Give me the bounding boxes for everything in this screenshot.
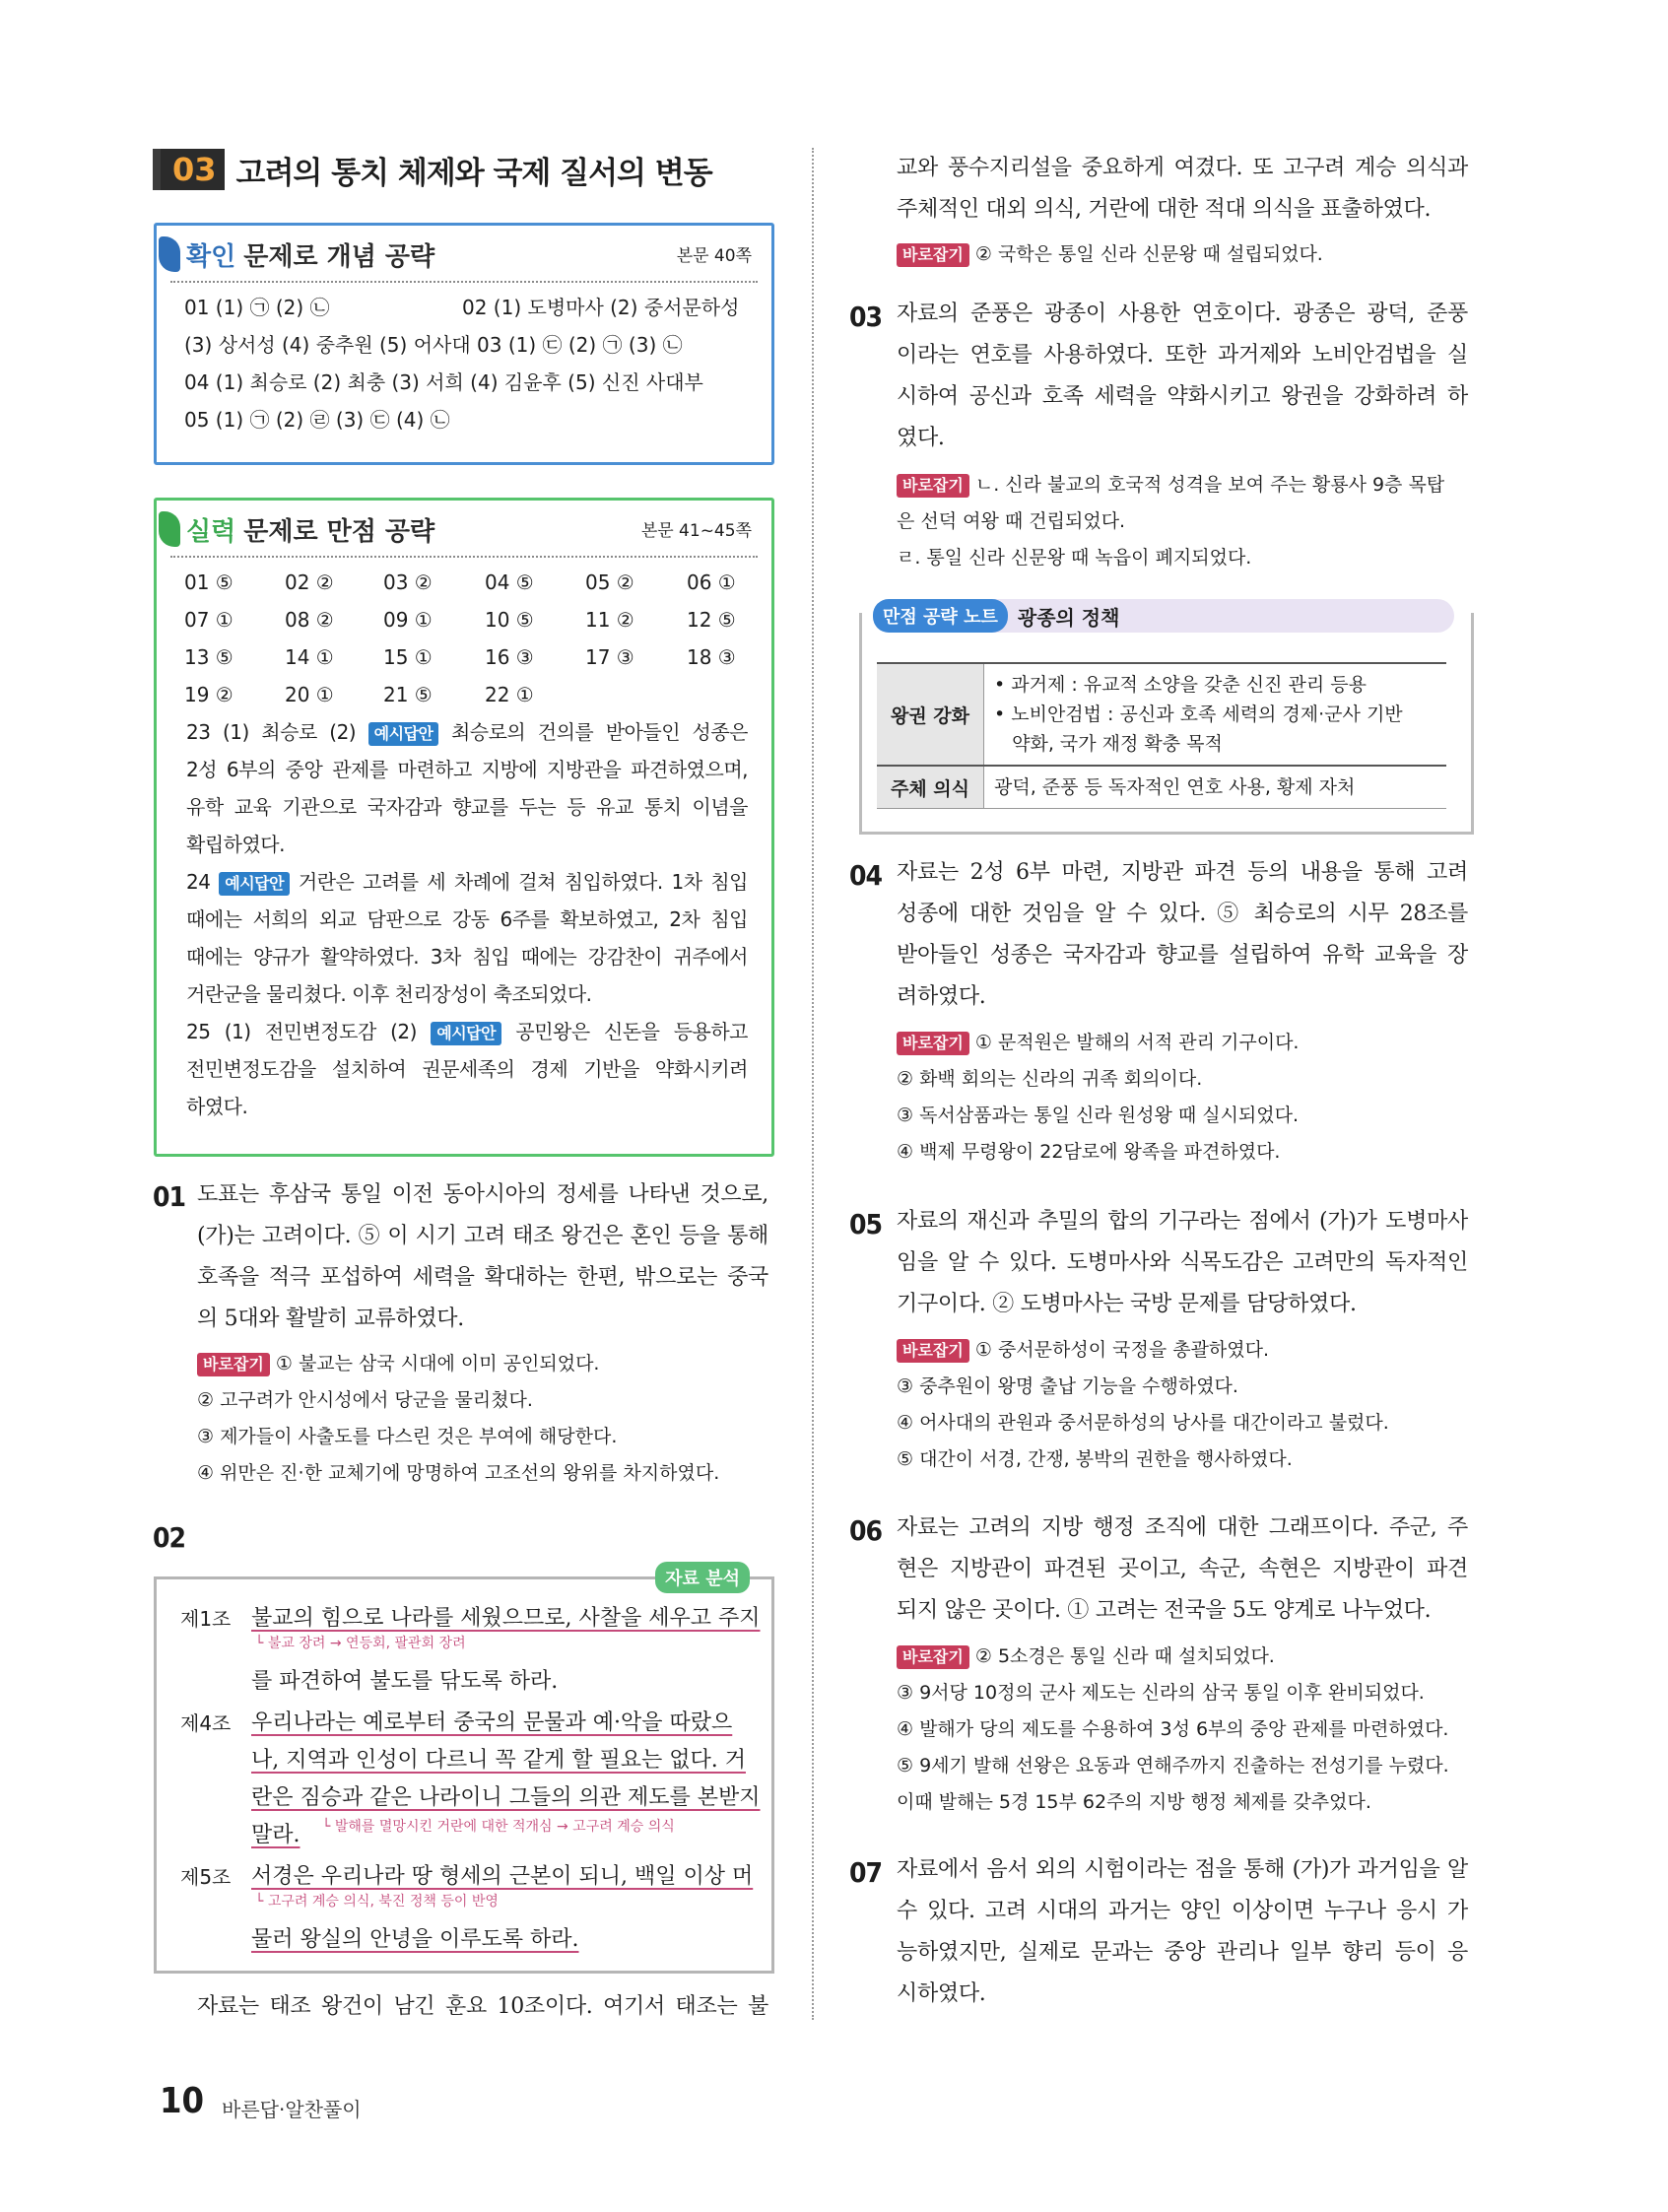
explanation-line: 자료는 태조 왕건이 남긴 훈요 10조이다. 여기서 태조는 불 bbox=[197, 1994, 768, 2019]
explanation-line: 였다. bbox=[897, 426, 945, 450]
fix-text: ① 불교는 삼국 시대에 이미 공인되었다. bbox=[275, 1353, 600, 1374]
answer-cell: 07 ① bbox=[184, 608, 234, 632]
box-header bbox=[157, 232, 434, 277]
answer-cell: 20 ① bbox=[285, 683, 334, 706]
source-analysis-tag: 자료 분석 bbox=[655, 1562, 750, 1593]
fix-line: 이때 발해는 5경 15부 62주의 지방 행정 체제를 갖추었다. bbox=[897, 1791, 1371, 1813]
fix-line bbox=[197, 1346, 599, 1382]
fix-text: ② 5소경은 통일 신라 때 설치되었다. bbox=[974, 1645, 1275, 1667]
box-keyword: 확인 bbox=[186, 241, 236, 272]
answer-cell: 21 ⑤ bbox=[383, 683, 433, 706]
explanation-line: 받아들인 성종은 국자감과 향교를 설립하여 유학 교육을 장 bbox=[897, 943, 1468, 968]
leaf-icon bbox=[159, 236, 180, 272]
table-row bbox=[877, 663, 1446, 766]
explanation-line: 호족을 적극 포섭하여 세력을 확대하는 한편, 밖으로는 중국 bbox=[197, 1265, 768, 1290]
question-number: 06 bbox=[849, 1514, 883, 1547]
fix-text: ① 문적원은 발해의 서적 관리 기구이다. bbox=[974, 1032, 1300, 1053]
fix-line: ④ 백제 무령왕이 22담로에 왕족을 파견하였다. bbox=[897, 1141, 1281, 1163]
question-number: 05 bbox=[849, 1208, 883, 1240]
page-number: 10 bbox=[160, 2081, 205, 2121]
page-reference: 본문 41~45쪽 bbox=[640, 521, 752, 541]
fix-line: ㄹ. 통일 신라 신문왕 때 녹읍이 폐지되었다. bbox=[897, 547, 1252, 569]
article-label: 제1조 bbox=[180, 1607, 232, 1631]
article-text: 나, 지역과 인성이 다르니 꼭 같게 할 필요는 없다. 거 bbox=[251, 1748, 746, 1773]
section-title bbox=[153, 148, 712, 191]
answer-23-line: 유학 교육 기관으로 국자감과 향교를 두는 등 유교 통치 이념을 bbox=[186, 795, 748, 819]
answer-25-short: 25 (1) 전민변정도감 (2) bbox=[186, 1020, 432, 1043]
section-number: 03 bbox=[153, 149, 225, 190]
fix-line: ⑤ 대간이 서경, 간쟁, 봉박의 권한을 행사하였다. bbox=[897, 1448, 1293, 1470]
question-number: 07 bbox=[849, 1856, 883, 1889]
answer-24-line: 때에는 양규가 활약하였다. 3차 침입 때에는 강감찬이 귀주에서 bbox=[186, 945, 748, 969]
answer-cell: 04 ⑤ bbox=[485, 570, 534, 594]
answer-24-number: 24 bbox=[186, 870, 220, 894]
answer-line: 01 (1) ㉠ (2) ㉡ bbox=[184, 296, 330, 319]
fix-line: ③ 제가들이 사출도를 다스린 것은 부여에 해당한다. bbox=[197, 1426, 618, 1447]
book-title: 바른답·알찬풀이 bbox=[222, 2098, 362, 2121]
table-row bbox=[877, 766, 1446, 809]
answer-23-line bbox=[186, 713, 748, 751]
article-text: 를 파견하여 불도를 닦도록 하라. bbox=[251, 1669, 559, 1694]
answer-23-text: 최승로의 건의를 받아들인 성종은 bbox=[438, 720, 748, 744]
fix-line: ④ 어사대의 관원과 중서문하성의 낭사를 대간이라고 불렀다. bbox=[897, 1412, 1389, 1434]
fix-line: ③ 독서삼품과는 통일 신라 원성왕 때 실시되었다. bbox=[897, 1105, 1300, 1126]
article-annotation: └ 발해를 멸망시킨 거란에 대한 적개심 → 고구려 계승 의식 bbox=[322, 1819, 675, 1835]
answer-cell: 13 ⑤ bbox=[184, 645, 234, 669]
answer-25-line bbox=[186, 1013, 748, 1050]
question-number: 01 bbox=[153, 1180, 186, 1213]
example-answer-tag: 예시답안 bbox=[368, 722, 439, 746]
answer-cell: 14 ① bbox=[285, 645, 334, 669]
answer-cell: 05 ② bbox=[585, 570, 634, 594]
fix-tag: 바로잡기 bbox=[897, 474, 969, 498]
answer-24-text: 거란은 고려를 세 차례에 걸쳐 침입하였다. 1차 침입 bbox=[290, 870, 749, 894]
fix-tag: 바로잡기 bbox=[897, 1339, 969, 1363]
box-keyword: 실력 bbox=[186, 516, 236, 547]
fix-line: ④ 발해가 당의 제도를 수용하여 3성 6부의 중앙 관제를 마련하였다. bbox=[897, 1718, 1449, 1740]
row-header: 주체 의식 bbox=[877, 766, 984, 809]
fix-tag: 바로잡기 bbox=[897, 1645, 969, 1669]
fix-line: ③ 9서당 10정의 군사 제도는 신라의 삼국 통일 이후 완비되었다. bbox=[897, 1682, 1425, 1704]
question-number: 04 bbox=[849, 859, 883, 892]
fix-text: ② 국학은 통일 신라 신문왕 때 설립되었다. bbox=[974, 243, 1323, 265]
explanation-line: 이라는 연호를 사용하였다. 또한 과거제와 노비안검법을 실 bbox=[897, 343, 1468, 368]
answer-24-line bbox=[186, 863, 748, 901]
answer-cell: 01 ⑤ bbox=[184, 570, 234, 594]
note-table bbox=[877, 662, 1446, 809]
fix-line: ④ 위만은 진·한 교체기에 망명하여 고조선의 왕위를 차지하였다. bbox=[197, 1462, 720, 1484]
fix-line: ② 고구려가 안시성에서 당군을 물리쳤다. bbox=[197, 1389, 533, 1411]
explanation-line: 시하였다. bbox=[897, 1981, 986, 2006]
explanation-line: 능하였지만, 실제로 문과는 중앙 관리나 일부 향리 등이 응 bbox=[897, 1940, 1468, 1965]
fix-tag: 바로잡기 bbox=[897, 1032, 969, 1055]
answer-cell: 06 ① bbox=[687, 570, 736, 594]
explanation-line: 수 있다. 고려 시대의 과거는 양인 이상이면 누구나 응시 가 bbox=[897, 1899, 1468, 1923]
article-text: 란은 짐승과 같은 나라이니 그들의 의관 제도를 본받지 bbox=[251, 1785, 761, 1810]
answer-23-line: 2성 6부의 중앙 관제를 마련하고 지방에 지방관을 파견하였으며, bbox=[186, 758, 748, 781]
fix-tag: 바로잡기 bbox=[197, 1353, 270, 1376]
article-text: 서경은 우리나라 땅 형세의 근본이 되니, 백일 이상 머 bbox=[251, 1864, 754, 1889]
explanation-line: 자료의 준풍은 광종이 사용한 연호이다. 광종은 광덕, 준풍 bbox=[897, 302, 1468, 326]
fix-line bbox=[897, 1332, 1269, 1369]
box-header bbox=[157, 506, 434, 552]
note-title: 광종의 정책 bbox=[1017, 605, 1120, 630]
article-label: 제4조 bbox=[180, 1711, 232, 1735]
article-text: 우리나라는 예로부터 중국의 문물과 예·악을 따랐으 bbox=[251, 1710, 733, 1735]
answer-cell: 16 ③ bbox=[485, 645, 534, 669]
answer-cell: 19 ② bbox=[184, 683, 234, 706]
box-subtitle: 문제로 만점 공략 bbox=[243, 516, 435, 547]
row-content bbox=[984, 663, 1447, 766]
explanation-line: 도표는 후삼국 통일 이전 동아시아의 정세를 나타낸 것으로, bbox=[197, 1182, 768, 1207]
dotted-divider bbox=[170, 556, 758, 558]
note-header bbox=[873, 599, 1454, 633]
note-tag: 만점 공략 노트 bbox=[873, 599, 1008, 633]
explanation-line: 자료는 2성 6부 마련, 지방관 파견 등의 내용을 통해 고려 bbox=[897, 860, 1468, 885]
example-answer-tag: 예시답안 bbox=[219, 872, 290, 896]
section-heading: 고려의 통치 체제와 국제 질서의 변동 bbox=[235, 155, 712, 191]
fix-line bbox=[897, 1025, 1299, 1061]
article-annotation: └ 불교 장려 → 연등회, 팔관회 장려 bbox=[255, 1636, 466, 1651]
explanation-line: 주체적인 대외 의식, 거란에 대한 적대 의식을 표출하였다. bbox=[897, 197, 1432, 222]
answer-23-short: 23 (1) 최승로 (2) bbox=[186, 720, 368, 744]
answer-25-line: 하였다. bbox=[186, 1095, 248, 1118]
explanation-line: 자료에서 음서 외의 시험이라는 점을 통해 (가)가 과거임을 알 bbox=[897, 1857, 1468, 1882]
article-annotation: └ 고구려 계승 의식, 북진 정책 등이 반영 bbox=[255, 1894, 499, 1910]
source-quote-box bbox=[154, 1569, 774, 1974]
explanation-line: 되지 않은 곳이다. ① 고려는 전국을 5도 양계로 나누었다. bbox=[897, 1598, 1432, 1623]
answer-cell: 10 ⑤ bbox=[485, 608, 534, 632]
explanation-line: 임을 알 수 있다. 도병마사와 식목도감은 고려만의 독자적인 bbox=[897, 1250, 1468, 1275]
page-reference: 본문 40쪽 bbox=[676, 246, 752, 266]
answer-line: (3) 상서성 (4) 중추원 (5) 어사대 03 (1) ㉢ (2) ㉠ (3) ㉡ bbox=[184, 333, 683, 357]
answer-line: 05 (1) ㉠ (2) ㉣ (3) ㉢ (4) ㉡ bbox=[184, 408, 450, 432]
fix-line bbox=[897, 467, 1444, 503]
answer-cell: 09 ① bbox=[383, 608, 433, 632]
answer-25-line: 전민변정도감을 설치하여 권문세족의 경제 기반을 약화시키려 bbox=[186, 1057, 748, 1081]
explanation-line: 현은 지방관이 파견된 곳이고, 속군, 속현은 지방관이 파견 bbox=[897, 1557, 1468, 1581]
answer-cell: 17 ③ bbox=[585, 645, 634, 669]
row-line: • 과거제 : 유교적 소양을 갖춘 신진 관리 등용 bbox=[994, 674, 1367, 696]
example-answer-tag: 예시답안 bbox=[431, 1022, 501, 1045]
answer-23-line: 확립하였다. bbox=[186, 833, 285, 856]
column-divider bbox=[812, 148, 814, 2020]
fix-line bbox=[897, 1639, 1275, 1675]
row-content: 광덕, 준풍 등 독자적인 연호 사용, 황제 자처 bbox=[984, 766, 1447, 809]
explanation-line: 교와 풍수지리설을 중요하게 여겼다. 또 고구려 계승 의식과 bbox=[897, 156, 1468, 180]
article-text: 말라. bbox=[251, 1823, 300, 1847]
practice-answers-box bbox=[154, 498, 774, 1157]
answer-cell: 11 ② bbox=[585, 608, 634, 632]
fix-text: ① 중서문하성이 국정을 총괄하였다. bbox=[974, 1339, 1270, 1361]
fix-line: ② 화백 회의는 신라의 귀족 회의이다. bbox=[897, 1068, 1203, 1090]
question-number: 03 bbox=[849, 301, 883, 333]
dotted-divider bbox=[170, 281, 758, 283]
row-line: • 노비안검법 : 공신과 호족 세력의 경제·군사 기반 bbox=[994, 704, 1403, 725]
article-label: 제5조 bbox=[180, 1865, 232, 1889]
fix-tag: 바로잡기 bbox=[897, 243, 969, 267]
answer-24-line: 거란군을 물리쳤다. 이후 천리장성이 축조되었다. bbox=[186, 982, 592, 1006]
row-line: 약화, 국가 재정 확충 목적 bbox=[994, 733, 1223, 755]
explanation-line: 시하여 공신과 호족 세력을 약화시키고 왕권을 강화하려 하 bbox=[897, 384, 1468, 409]
explanation-line: 자료는 고려의 지방 행정 조직에 대한 그래프이다. 주군, 주 bbox=[897, 1515, 1468, 1540]
explanation-line: 자료의 재신과 추밀의 합의 기구라는 점에서 (가)가 도병마사 bbox=[897, 1209, 1468, 1234]
fix-line bbox=[897, 236, 1323, 273]
explanation-line: 려하였다. bbox=[897, 984, 986, 1009]
answer-cell: 02 ② bbox=[285, 570, 334, 594]
article-text: 불교의 힘으로 나라를 세웠으므로, 사찰을 세우고 주지 bbox=[251, 1606, 761, 1631]
explanation-line: 기구이다. ② 도병마사는 국방 문제를 담당하였다. bbox=[897, 1292, 1357, 1316]
answer-cell: 22 ① bbox=[485, 683, 534, 706]
fix-line: 은 선덕 여왕 때 건립되었다. bbox=[897, 510, 1126, 532]
answer-cell: 15 ① bbox=[383, 645, 433, 669]
answer-cell: 12 ⑤ bbox=[687, 608, 736, 632]
article-text: 물러 왕실의 안녕을 이루도록 하라. bbox=[251, 1927, 579, 1952]
question-number: 02 bbox=[153, 1521, 186, 1554]
fix-line: ⑤ 9세기 발해 선왕은 요동과 연해주까지 진출하는 전성기를 누렸다. bbox=[897, 1755, 1449, 1776]
answer-line: 02 (1) 도병마사 (2) 중서문하성 bbox=[462, 296, 740, 319]
answer-24-line: 때에는 서희의 외교 담판으로 강동 6주를 확보하였고, 2차 침입 bbox=[186, 907, 748, 931]
explanation-line: 성종에 대한 것임을 알 수 있다. ⑤ 최승로의 시무 28조를 bbox=[897, 902, 1468, 926]
row-header: 왕권 강화 bbox=[877, 663, 984, 766]
answer-cell: 03 ② bbox=[383, 570, 433, 594]
leaf-icon bbox=[159, 511, 180, 547]
fix-line: ③ 중추원이 왕명 출납 기능을 수행하였다. bbox=[897, 1375, 1238, 1397]
explanation-line: 의 5대와 활발히 교류하였다. bbox=[197, 1307, 464, 1331]
answer-line: 04 (1) 최승로 (2) 최충 (3) 서희 (4) 김윤후 (5) 신진 사대부 bbox=[184, 370, 703, 394]
box-subtitle: 문제로 개념 공략 bbox=[243, 241, 435, 272]
answer-cell: 18 ③ bbox=[687, 645, 736, 669]
explanation-line: (가)는 고려이다. ⑤ 이 시기 고려 태조 왕건은 혼인 등을 통해 bbox=[197, 1224, 768, 1248]
fix-text: ㄴ. 신라 불교의 호국적 성격을 보여 주는 황룡사 9층 목탑 bbox=[974, 474, 1445, 496]
answer-25-text: 공민왕은 신돈을 등용하고 bbox=[501, 1020, 749, 1043]
check-answers-box bbox=[154, 223, 774, 465]
answer-cell: 08 ② bbox=[285, 608, 334, 632]
